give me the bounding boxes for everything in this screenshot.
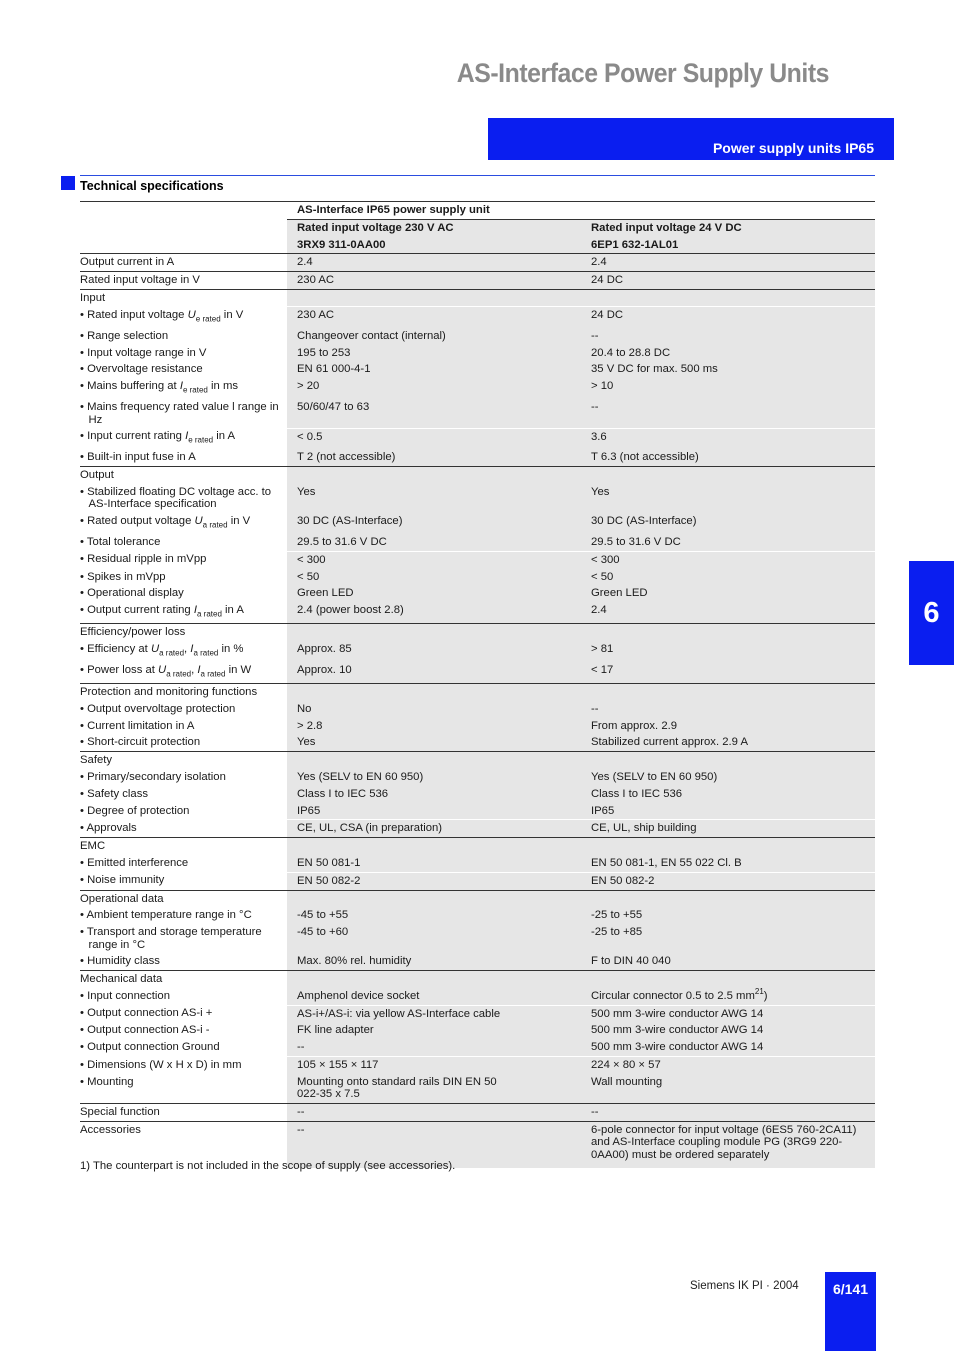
page-number: 6/141	[832, 1281, 869, 1297]
section-band	[488, 118, 894, 160]
table-row: • Built-in input fuse in A T 2 (not accessible) T 6.3 (not accessible)	[80, 449, 875, 466]
table-row: • Output current rating $I_{a rated}$ in A 2.4 (power boost 2.8) 2.4	[80, 602, 875, 624]
table-row: Rated input voltage in V 230 AC 24 DC	[80, 272, 875, 290]
table-row: • Mains buffering at $I_{e rated}$ in ms > 20 > 10	[80, 378, 875, 399]
table-row: • Rated input voltage $U_{e rated}$ in V 230 AC 24 DC	[80, 307, 875, 328]
group-heading-row: Protection and monitoring functions	[80, 684, 875, 701]
table-row: • Noise immunity EN 50 082-2 EN 50 082-2	[80, 872, 875, 890]
table-column-header-row	[80, 219, 875, 254]
group-heading-row: Safety	[80, 752, 875, 769]
table-row: • Power loss at $U_{a rated}$, $I_{a rated}$ in W Approx. 10 < 17	[80, 662, 875, 684]
table-row: • Stabilized floating DC voltage acc. to AS-Interface specification Yes Yes	[80, 484, 875, 513]
group-heading-row: Input	[80, 289, 875, 306]
col2-header: Rated input voltage 24 V DC 6EP1 632-1AL01	[581, 219, 875, 254]
table-row: • Input connection Amphenol device socket Circular connector 0.5 to 2.5 $mm^{21}$)	[80, 988, 875, 1005]
page-title: AS-Interface Power Supply Units	[456, 58, 829, 88]
table-row: • Input voltage range in V 195 to 253 20.4 to 28.8 DC	[80, 345, 875, 362]
table-row: • Approvals CE, UL, CSA (in preparation) CE, UL, ship building	[80, 820, 875, 838]
table-header-row	[80, 202, 875, 220]
group-heading-row: EMC	[80, 838, 875, 855]
table-row: • Spikes in mVpp < 50 < 50	[80, 569, 875, 586]
table-row: • Degree of protection IP65 IP65	[80, 803, 875, 820]
table-row: • Operational display Green LED Green LED	[80, 585, 875, 602]
section-marker-icon	[61, 176, 75, 190]
table-row: • Humidity class Max. 80% rel. humidity F to DIN 40 040	[80, 953, 875, 970]
table-row: • Efficiency at $U_{a rated}$, $I_{a rated}$ in % Approx. 85 > 81	[80, 641, 875, 662]
table-row: • Range selection Changeover contact (internal) --	[80, 328, 875, 345]
table-row: Accessories -- 6-pole connector for input voltage (6ES5 760-2CA11) and AS-Interface coupling module PG (3RG9 220-0AA00) must be ordered separately	[80, 1121, 875, 1168]
table-row: • Output connection AS-i - FK line adapter 500 mm 3-wire conductor AWG 14	[80, 1022, 875, 1039]
table-row: • Output connection Ground -- 500 mm 3-wire conductor AWG 14	[80, 1039, 875, 1056]
chapter-tab: 6	[909, 561, 954, 665]
table-row: • Rated output voltage $U_{a rated}$ in V 30 DC (AS-Interface) 30 DC (AS-Interface)	[80, 513, 875, 534]
table-row: • Ambient temperature range in °C -45 to +55 -25 to +55	[80, 907, 875, 924]
table-row: • Current limitation in A > 2.8 From approx. 2.9	[80, 718, 875, 735]
col1-header: Rated input voltage 230 V AC 3RX9 311-0AA00	[287, 219, 581, 254]
table-row: • Output overvoltage protection No --	[80, 701, 875, 718]
table-row: • Input current rating $I_{e rated}$ in A < 0.5 3.6	[80, 428, 875, 449]
table-row: • Dimensions (W x H x D) in mm 105 × 155 × 117 224 × 80 × 57	[80, 1057, 875, 1074]
page-number-box	[825, 1272, 876, 1351]
table-row: Special function -- --	[80, 1103, 875, 1121]
table-row: • Transport and storage temperature range in °C -45 to +60 -25 to +85	[80, 924, 875, 953]
table-row: • Emitted interference EN 50 081-1 EN 50 081-1, EN 55 022 Cl. B	[80, 855, 875, 872]
table-header: AS-Interface IP65 power supply unit	[287, 202, 875, 220]
section-rule	[80, 175, 875, 176]
spec-table	[80, 201, 875, 1168]
table-row: Output current in A 2.4 2.4	[80, 254, 875, 272]
group-heading-row: Operational data	[80, 890, 875, 907]
table-row: • Output connection AS-i + AS-i+/AS-i: via yellow AS-Interface cable 500 mm 3-wire conductor AWG 14	[80, 1005, 875, 1022]
table-row: • Short-circuit protection Yes Stabilized current approx. 2.9 A	[80, 734, 875, 751]
table-row: • Mains frequency rated value l range in Hz 50/60/47 to 63 --	[80, 399, 875, 428]
group-heading-row: Efficiency/power loss	[80, 624, 875, 641]
publisher-line: Siemens IK PI · 2004	[690, 1280, 799, 1292]
footnote: 1) The counterpart is not included in the scope of supply (see accessories).	[80, 1160, 456, 1172]
group-heading-row: Output	[80, 467, 875, 484]
table-row: • Mounting Mounting onto standard rails DIN EN 50 022-35 x 7.5 Wall mounting	[80, 1074, 875, 1104]
section-heading: Technical specifications	[80, 179, 224, 193]
section-band-label: Power supply units IP65	[712, 140, 874, 156]
table-row: • Safety class Class I to IEC 536 Class I to IEC 536	[80, 786, 875, 803]
table-row: • Residual ripple in mVpp < 300 < 300	[80, 551, 875, 568]
group-heading-row: Mechanical data	[80, 971, 875, 988]
table-row: • Primary/secondary isolation Yes (SELV to EN 60 950) Yes (SELV to EN 60 950)	[80, 769, 875, 786]
table-row: • Overvoltage resistance EN 61 000-4-1 35 V DC for max. 500 ms	[80, 361, 875, 378]
table-row: • Total tolerance 29.5 to 31.6 V DC 29.5 to 31.6 V DC	[80, 534, 875, 551]
